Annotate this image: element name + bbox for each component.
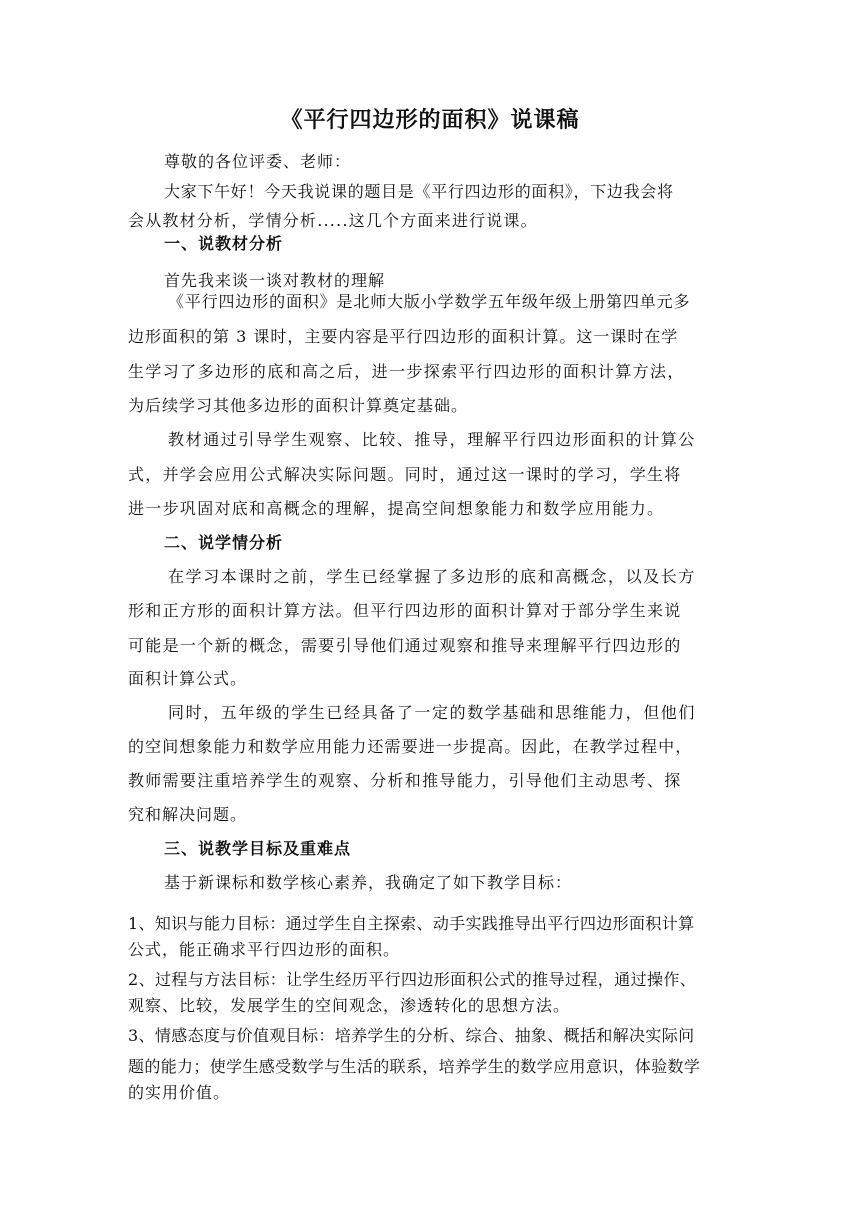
text-line: 教材通过引导学生观察、比较、推导，理解平行四边形面积的计算公 xyxy=(168,430,697,449)
text-line: 首先我来谈一谈对教材的理解 xyxy=(164,271,386,290)
text-line: 在学习本课时之前，学生已经掌握了多边形的底和高概念，以及长方 xyxy=(168,567,697,586)
text-line: 公式，能正确求平行四边形的面积。 xyxy=(128,940,401,959)
text-line: 可能是一个新的概念，需要引导他们通过观察和推导来理解平行四边形的 xyxy=(128,636,682,655)
text-line: 的空间想象能力和数学应用能力还需要进一步提高。因此，在教学过程中， xyxy=(128,737,693,756)
text-line: 题的能力；使学生感受数学与生活的联系，培养学生的数学应用意识，体验数学 xyxy=(128,1057,701,1076)
text-line: 大家下午好！今天我说课的题目是《平行四边形的面积》，下边我会将 xyxy=(164,182,674,201)
text-line: 会从教材分析，学情分析.....这几个方面来进行说课。 xyxy=(128,211,538,230)
text-line: 进一步巩固对底和高概念的理解，提高空间想象能力和数学应用能力。 xyxy=(128,499,665,518)
document-title: 《平行四边形的面积》说课稿 xyxy=(280,107,580,133)
section-heading: 二、说学情分析 xyxy=(164,533,284,552)
text-line: 究和解决问题。 xyxy=(128,805,248,824)
section-heading: 三、说教学目标及重难点 xyxy=(164,839,352,858)
text-line: 观察、比较，发展学生的空间观念，渗透转化的思想方法。 xyxy=(128,996,571,1015)
text-line: 式，并学会应用公式解决实际问题。同时，通过这一课时的学习，学生将 xyxy=(128,465,682,484)
text-line: 2、过程与方法目标：让学生经历平行四边形面积公式的推导过程，通过操作、 xyxy=(128,970,697,989)
text-line: 教师需要注重培养学生的观察、分析和推导能力，引导他们主动思考、探 xyxy=(128,771,682,790)
text-line: 面积计算公式。 xyxy=(128,669,248,688)
text-line: 3、情感态度与价值观目标：培养学生的分析、综合、抽象、概括和解决实际问 xyxy=(128,1026,695,1045)
text-line: 的实用价值。 xyxy=(128,1083,231,1102)
section-heading: 一、说教材分析 xyxy=(164,234,284,253)
text-line: 形和正方形的面积计算方法。但平行四边形的面积计算对于部分学生来说 xyxy=(128,601,682,620)
text-line: 同时，五年级的学生已经具备了一定的数学基础和思维能力，但他们 xyxy=(168,703,697,722)
text-line: 尊敬的各位评委、老师： xyxy=(164,152,352,171)
text-line: 边形面积的第 3 课时，主要内容是平行四边形的面积计算。这一课时在学 xyxy=(128,327,679,346)
text-line: 《平行四边形的面积》是北师大版小学数学五年级年级上册第四单元多 xyxy=(168,292,691,311)
text-line: 为后续学习其他多边形的面积计算奠定基础。 xyxy=(128,396,469,415)
text-line: 生学习了多边形的底和高之后，进一步探索平行四边形的面积计算方法， xyxy=(128,362,685,381)
text-line: 1、知识与能力目标：通过学生自主探索、动手实践推导出平行四边形面积计算 xyxy=(128,914,695,933)
text-line: 基于新课标和数学核心素养，我确定了如下教学目标： xyxy=(164,873,573,892)
